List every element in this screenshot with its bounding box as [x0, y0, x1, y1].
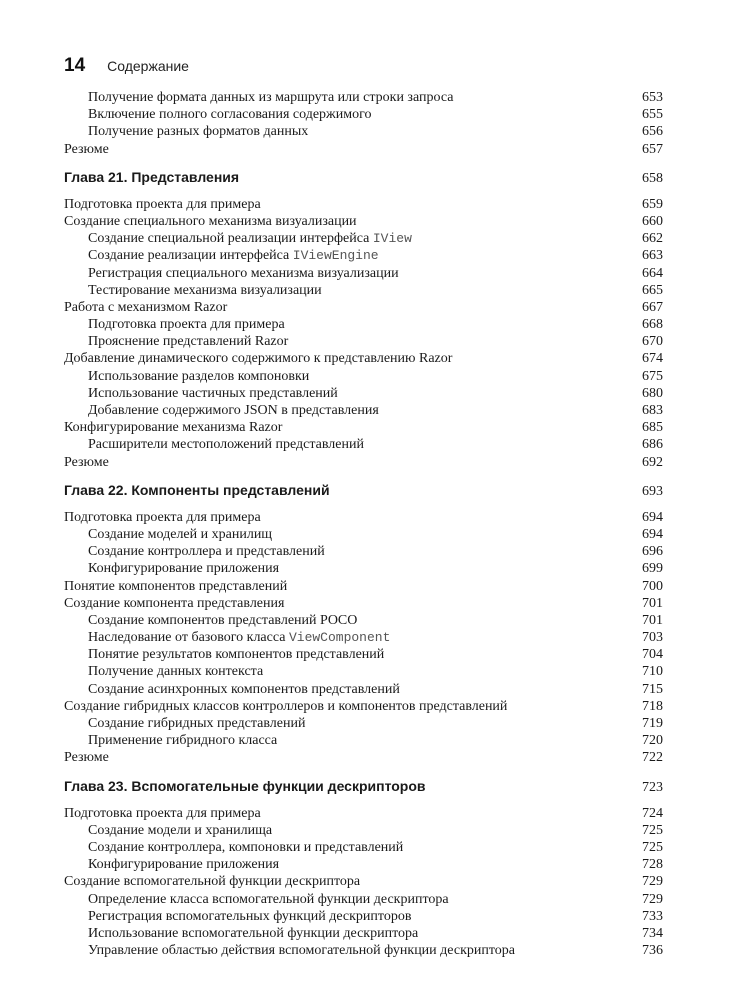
toc-subsection [64, 89, 663, 106]
toc-page-number: 662 [642, 231, 663, 247]
toc-entry-code: ViewComponent [288, 630, 391, 646]
toc-section [64, 873, 663, 890]
toc-entry-title [64, 715, 306, 732]
toc-entry-title-text: Подготовка проекта для примера [88, 317, 285, 333]
toc-subsection [64, 402, 663, 419]
toc-entry-title [64, 479, 330, 501]
toc-entry-title-text: Создание компонента представления [64, 595, 285, 611]
toc-page-number: 685 [642, 420, 663, 436]
toc-entry-title [64, 856, 279, 873]
toc-section [64, 454, 663, 471]
toc-page-number: 724 [642, 805, 663, 821]
toc-entry-title-text: Конфигурирование приложения [88, 561, 280, 577]
toc-page-number: 700 [642, 578, 663, 594]
toc-entry-title-text: Подготовка проекта для примера [64, 509, 261, 525]
toc-entry-title [64, 663, 263, 680]
page-number: 14 [64, 55, 86, 76]
toc-entry-title-text: Управление областью действия вспомогательной функции дескриптора [88, 943, 515, 959]
toc-entry-title [64, 873, 360, 890]
toc-page-number: 664 [642, 265, 663, 281]
toc-entry-title-text: Включение полного согласования содержимого [88, 107, 372, 123]
toc-page-number: 723 [642, 779, 663, 795]
toc-page-number: 656 [642, 124, 663, 140]
toc-entry-title-text: Определение класса вспомогательной функции дескриптора [88, 891, 449, 907]
toc-entry-title-text: Создание контроллера и представлений [88, 544, 325, 560]
toc-subsection [64, 316, 663, 333]
toc-subsection [64, 436, 663, 453]
toc-page-number: 722 [642, 750, 663, 766]
toc-entry-title [64, 402, 379, 419]
toc-entry-title-text: Резюме [64, 454, 109, 470]
toc-subsection [64, 247, 663, 264]
toc-page-number: 703 [642, 630, 663, 646]
toc-entry-title-text: Создание модели и хранилища [88, 822, 273, 838]
toc-section [64, 509, 663, 526]
toc-page-number: 720 [642, 733, 663, 749]
toc-entry-title-text: Глава 23. Вспомогательные функции дескрипторов [64, 777, 426, 794]
toc-subsection [64, 230, 663, 247]
toc-entry-title [64, 681, 400, 698]
toc-section [64, 749, 663, 766]
toc-entry-title [64, 775, 426, 797]
toc-page-number: 733 [642, 908, 663, 924]
toc-entry-title [64, 213, 357, 230]
toc-subsection [64, 106, 663, 123]
toc-entry-title-text: Конфигурирование приложения [88, 857, 280, 873]
toc-entry-code: IViewEngine [292, 248, 379, 264]
toc-page-number: 658 [642, 170, 663, 186]
toc-entry-title [64, 560, 279, 577]
toc-section [64, 299, 663, 316]
toc-subsection [64, 856, 663, 873]
toc-subsection [64, 715, 663, 732]
toc-page-number: 725 [642, 822, 663, 838]
toc-entry-title-text: Создание гибридных классов контроллеров и компонентов представлений [64, 698, 508, 714]
toc-entry-title-text: Прояснение представлений Razor [88, 334, 289, 350]
toc-page-number: 670 [642, 334, 663, 350]
toc-subsection [64, 560, 663, 577]
running-title: Содержание [107, 58, 189, 74]
toc-chapter-heading [64, 479, 663, 501]
toc-section [64, 213, 663, 230]
toc-page-number: 665 [642, 282, 663, 298]
toc-entry-title [64, 316, 285, 333]
toc-subsection [64, 123, 663, 140]
toc-page-number: 675 [642, 368, 663, 384]
toc-entry-title [64, 350, 452, 367]
toc-section [64, 196, 663, 213]
toc-subsection [64, 908, 663, 925]
toc-entry-title-text: Тестирование механизма визуализации [88, 282, 322, 298]
toc-entry-title-text: Регистрация вспомогательных функций дескрипторов [88, 908, 412, 924]
toc-page-number: 725 [642, 839, 663, 855]
toc-entry-title [64, 578, 287, 595]
toc-section [64, 350, 663, 367]
toc-entry-title [64, 595, 284, 612]
toc-page-number: 659 [642, 196, 663, 212]
toc-entry-title [64, 230, 412, 247]
toc-entry-title [64, 749, 109, 766]
toc-entry-title-text: Создание вспомогательной функции дескриптора [64, 874, 361, 890]
toc-entry-title [64, 698, 507, 715]
toc-entry-title-text: Расширители местоположений представлений [88, 437, 364, 453]
toc-entry-title-text: Резюме [64, 750, 109, 766]
toc-entry-title [64, 908, 411, 925]
toc-page-number: 729 [642, 891, 663, 907]
toc-chapter-heading [64, 166, 663, 188]
toc-entry-title-text: Глава 21. Представления [64, 168, 240, 185]
toc-page-number: 694 [642, 509, 663, 525]
toc-entry-title-text: Добавление содержимого JSON в представления [88, 403, 379, 418]
toc-entry-title-text: Подготовка проекта для примера [64, 805, 261, 821]
toc-section [64, 698, 663, 715]
toc-entry-title [64, 526, 272, 543]
toc-page-number: 692 [642, 454, 663, 470]
toc-subsection [64, 282, 663, 299]
toc-entry-title-text: Создание специального механизма визуализации [64, 213, 357, 229]
toc-entry-title [64, 247, 379, 264]
toc-entry-title-text: Глава 22. Компоненты представлений [64, 481, 330, 498]
toc-entry-title [64, 333, 288, 350]
toc-page-number: 674 [642, 351, 663, 367]
toc-page-number: 701 [642, 612, 663, 628]
toc-entry-title [64, 612, 357, 629]
toc-entry-title [64, 385, 338, 402]
toc-entry-title [64, 436, 364, 453]
toc-entry-title-text: Работа с механизмом Razor [64, 299, 228, 315]
toc-page-number: 663 [642, 248, 663, 264]
toc-subsection [64, 526, 663, 543]
toc-entry-title [64, 89, 453, 106]
toc-section [64, 419, 663, 436]
toc-entry-title [64, 166, 239, 188]
toc-entry-title [64, 509, 261, 526]
toc-entry-title-text: Наследование от базового класса [88, 630, 289, 646]
toc-entry-title [64, 196, 261, 213]
toc-entry-title-text: Создание моделей и хранилищ [88, 526, 273, 542]
toc-entry-title [64, 732, 277, 749]
toc-entry-title-text: Создание гибридных представлений [88, 716, 306, 731]
toc-entry-title [64, 454, 109, 471]
toc-page-number: 734 [642, 925, 663, 941]
toc-page-number: 715 [642, 681, 663, 697]
toc-entry-title-text: Регистрация специального механизма визуализации [88, 265, 399, 281]
toc-entry-title-text: Использование вспомогательной функции дескриптора [88, 925, 419, 941]
toc-subsection [64, 543, 663, 560]
toc-page-number: 719 [642, 716, 663, 731]
toc-page-number: 660 [642, 213, 663, 229]
toc-section [64, 805, 663, 822]
toc-entry-title-text: Применение гибридного класса [88, 733, 278, 749]
toc-entry-title [64, 368, 309, 385]
toc-entry-title-text: Резюме [64, 141, 109, 157]
toc-page-number: 683 [642, 403, 663, 418]
toc-entry-title-text: Использование разделов компоновки [88, 368, 310, 384]
toc-entry-title [64, 123, 308, 140]
toc-subsection [64, 839, 663, 856]
toc-entry-title [64, 629, 390, 646]
toc-subsection [64, 925, 663, 942]
toc-entry-title-text: Использование частичных представлений [88, 385, 338, 401]
toc-chapter-heading [64, 775, 663, 797]
running-header [64, 55, 189, 77]
toc-page-number: 718 [642, 698, 663, 714]
toc-subsection [64, 612, 663, 629]
toc-entry-title [64, 543, 325, 560]
toc-subsection [64, 681, 663, 698]
toc-subsection [64, 891, 663, 908]
toc-subsection [64, 646, 663, 663]
toc-page-number: 729 [642, 874, 663, 890]
toc-page-number: 693 [642, 483, 663, 499]
toc-page-number: 736 [642, 943, 663, 959]
toc-subsection [64, 629, 663, 646]
toc-page-number: 728 [642, 857, 663, 873]
toc-entry-title [64, 805, 261, 822]
toc-subsection [64, 385, 663, 402]
toc-entry-title [64, 839, 403, 856]
toc-entry-title [64, 891, 449, 908]
toc-page-number: 668 [642, 317, 663, 333]
toc-section [64, 578, 663, 595]
toc-entry-title-text: Понятие результатов компонентов представлений [88, 647, 385, 663]
toc-entry-title-text: Создание специальной реализации интерфейса [88, 231, 373, 247]
toc-entry-title-text: Добавление динамического содержимого к представлению Razor [64, 351, 453, 367]
toc-entry-title-text: Создание контроллера, компоновки и представлений [88, 839, 404, 855]
toc-page-number: 699 [642, 561, 663, 577]
toc-page-number: 667 [642, 299, 663, 315]
toc-subsection [64, 822, 663, 839]
toc-subsection [64, 333, 663, 350]
toc-section [64, 141, 663, 158]
toc-entry-title-text: Получение данных контекста [88, 664, 264, 680]
toc-page-number: 694 [642, 526, 663, 542]
toc-entry-title-text: Получение формата данных из маршрута или строки запроса [88, 90, 454, 105]
table-of-contents [64, 89, 663, 959]
toc-page-number: 710 [642, 664, 663, 680]
toc-entry-title-text: Создание компонентов представлений POCO [88, 612, 358, 628]
toc-page-number: 655 [642, 107, 663, 123]
toc-entry-title [64, 106, 371, 123]
toc-page-number: 701 [642, 595, 663, 611]
toc-entry-title-text: Получение разных форматов данных [88, 124, 309, 140]
toc-page-number: 696 [642, 544, 663, 560]
toc-entry-title-text: Конфигурирование механизма Razor [64, 420, 283, 436]
toc-entry-title [64, 265, 399, 282]
toc-entry-title-text: Создание асинхронных компонентов представлений [88, 681, 400, 697]
toc-entry-title [64, 282, 322, 299]
toc-section [64, 595, 663, 612]
toc-subsection [64, 942, 663, 959]
toc-page-number: 653 [642, 90, 663, 105]
toc-subsection [64, 663, 663, 680]
toc-entry-title [64, 141, 109, 158]
toc-entry-title [64, 925, 418, 942]
toc-subsection [64, 732, 663, 749]
toc-entry-title-text: Создание реализации интерфейса [88, 248, 293, 264]
toc-entry-title-text: Понятие компонентов представлений [64, 578, 288, 594]
toc-entry-title [64, 299, 227, 316]
toc-entry-title [64, 646, 384, 663]
toc-entry-title-text: Подготовка проекта для примера [64, 196, 261, 212]
toc-page-number: 686 [642, 437, 663, 453]
toc-subsection [64, 265, 663, 282]
toc-page-number: 657 [642, 141, 663, 157]
toc-page-number: 704 [642, 647, 663, 663]
toc-entry-title [64, 419, 282, 436]
toc-subsection [64, 368, 663, 385]
toc-entry-title [64, 822, 272, 839]
toc-entry-title [64, 942, 515, 959]
toc-page-number: 680 [642, 385, 663, 401]
toc-entry-code: IView [372, 231, 412, 247]
